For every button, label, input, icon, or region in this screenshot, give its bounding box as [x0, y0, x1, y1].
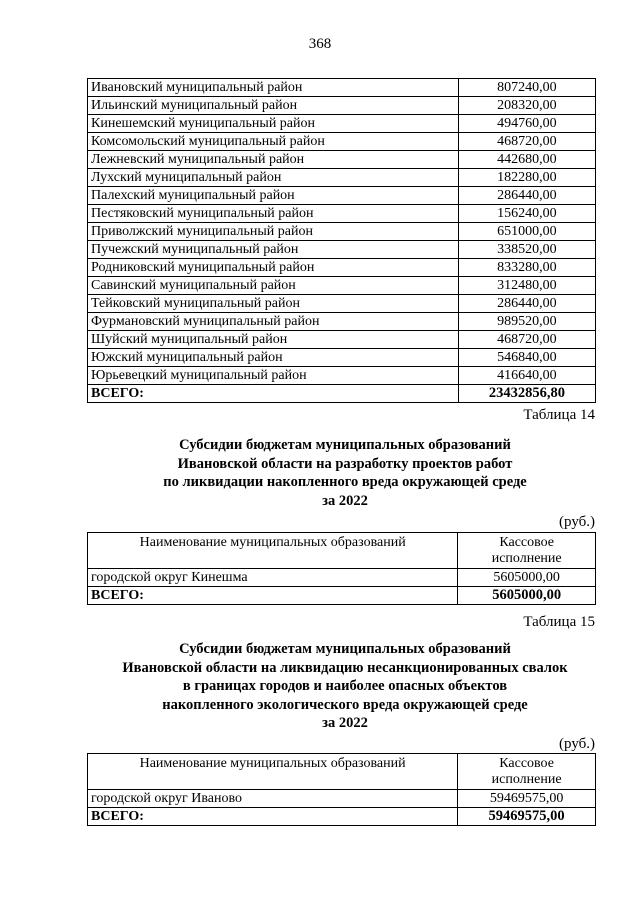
row-value: 546840,00	[458, 349, 595, 367]
row-value: 416640,00	[458, 367, 595, 385]
table-14-unit: (руб.)	[559, 514, 595, 530]
table-15-unit: (руб.)	[559, 736, 595, 752]
table-header	[88, 533, 596, 569]
table-row	[88, 367, 596, 385]
table-15-title: Субсидии бюджетам муниципальных образований Ивановской области на ликвидацию несанкционированных свалок в границах городов и наиболее опасных объектов накопленного экологического вреда окружающей среде за 2022	[122, 641, 568, 731]
table-row	[88, 313, 596, 331]
row-name: Палехский муниципальный район	[88, 187, 459, 205]
page-number: 368	[308, 36, 332, 52]
row-name: Юрьевецкий муниципальный район	[88, 367, 459, 385]
total-row	[88, 587, 596, 605]
row-name: Комсомольский муниципальный район	[88, 133, 459, 151]
table-14-label: Таблица 14	[523, 407, 595, 423]
total-value: 5605000,00	[458, 587, 596, 605]
row-value: 338520,00	[458, 241, 595, 259]
row-value: 442680,00	[458, 151, 595, 169]
table-row	[88, 205, 596, 223]
row-value: 651000,00	[458, 223, 595, 241]
table-15-label: Таблица 15	[523, 614, 595, 630]
table-row	[88, 790, 596, 808]
row-name: Пестяковский муниципальный район	[88, 205, 459, 223]
row-name: Южский муниципальный район	[88, 349, 459, 367]
row-value: 989520,00	[458, 313, 595, 331]
table-row	[88, 331, 596, 349]
row-value: 468720,00	[458, 133, 595, 151]
table-row	[88, 259, 596, 277]
column-header-amount: Кассовое исполнение	[458, 754, 596, 790]
table-13-continued	[87, 78, 596, 403]
row-name: Родниковский муниципальный район	[88, 259, 459, 277]
table-header	[88, 754, 596, 790]
total-label: ВСЕГО:	[88, 385, 459, 403]
row-name: Пучежский муниципальный район	[88, 241, 459, 259]
row-value: 208320,00	[458, 97, 595, 115]
total-label: ВСЕГО:	[88, 587, 458, 605]
row-name: городской округ Иваново	[88, 790, 458, 808]
total-row	[88, 808, 596, 826]
row-value: 156240,00	[458, 205, 595, 223]
table-14	[87, 532, 596, 605]
table-row	[88, 569, 596, 587]
row-name: Тейковский муниципальный район	[88, 295, 459, 313]
table-row	[88, 277, 596, 295]
row-name: Шуйский муниципальный район	[88, 331, 459, 349]
table-row	[88, 169, 596, 187]
row-name: Лежневский муниципальный район	[88, 151, 459, 169]
column-header-name: Наименование муниципальных образований	[88, 754, 458, 790]
row-value: 468720,00	[458, 331, 595, 349]
row-value: 182280,00	[458, 169, 595, 187]
row-name: Приволжский муниципальный район	[88, 223, 459, 241]
row-name: Лухский муниципальный район	[88, 169, 459, 187]
table-row	[88, 241, 596, 259]
total-row	[88, 385, 596, 403]
table-14-title: Субсидии бюджетам муниципальных образований Ивановской области на разработку проектов работ по ликвидации накопленного вреда окружающей среде за 2022	[163, 437, 527, 509]
row-value: 494760,00	[458, 115, 595, 133]
total-label: ВСЕГО:	[88, 808, 458, 826]
row-name: городской округ Кинешма	[88, 569, 458, 587]
row-value: 286440,00	[458, 295, 595, 313]
row-value: 59469575,00	[458, 790, 596, 808]
row-value: 286440,00	[458, 187, 595, 205]
table-row	[88, 349, 596, 367]
column-header-amount: Кассовое исполнение	[458, 533, 596, 569]
total-value: 59469575,00	[458, 808, 596, 826]
row-value: 5605000,00	[458, 569, 596, 587]
table-15	[87, 753, 596, 826]
row-value: 833280,00	[458, 259, 595, 277]
table-row	[88, 79, 596, 97]
table-row	[88, 151, 596, 169]
row-value: 807240,00	[458, 79, 595, 97]
table-row	[88, 115, 596, 133]
row-name: Фурмановский муниципальный район	[88, 313, 459, 331]
row-name: Ивановский муниципальный район	[88, 79, 459, 97]
total-value: 23432856,80	[458, 385, 595, 403]
row-name: Ильинский муниципальный район	[88, 97, 459, 115]
column-header-name: Наименование муниципальных образований	[88, 533, 458, 569]
table-row	[88, 295, 596, 313]
row-name: Савинский муниципальный район	[88, 277, 459, 295]
row-name: Кинешемский муниципальный район	[88, 115, 459, 133]
table-row	[88, 97, 596, 115]
table-row	[88, 187, 596, 205]
table-row	[88, 133, 596, 151]
table-row	[88, 223, 596, 241]
row-value: 312480,00	[458, 277, 595, 295]
